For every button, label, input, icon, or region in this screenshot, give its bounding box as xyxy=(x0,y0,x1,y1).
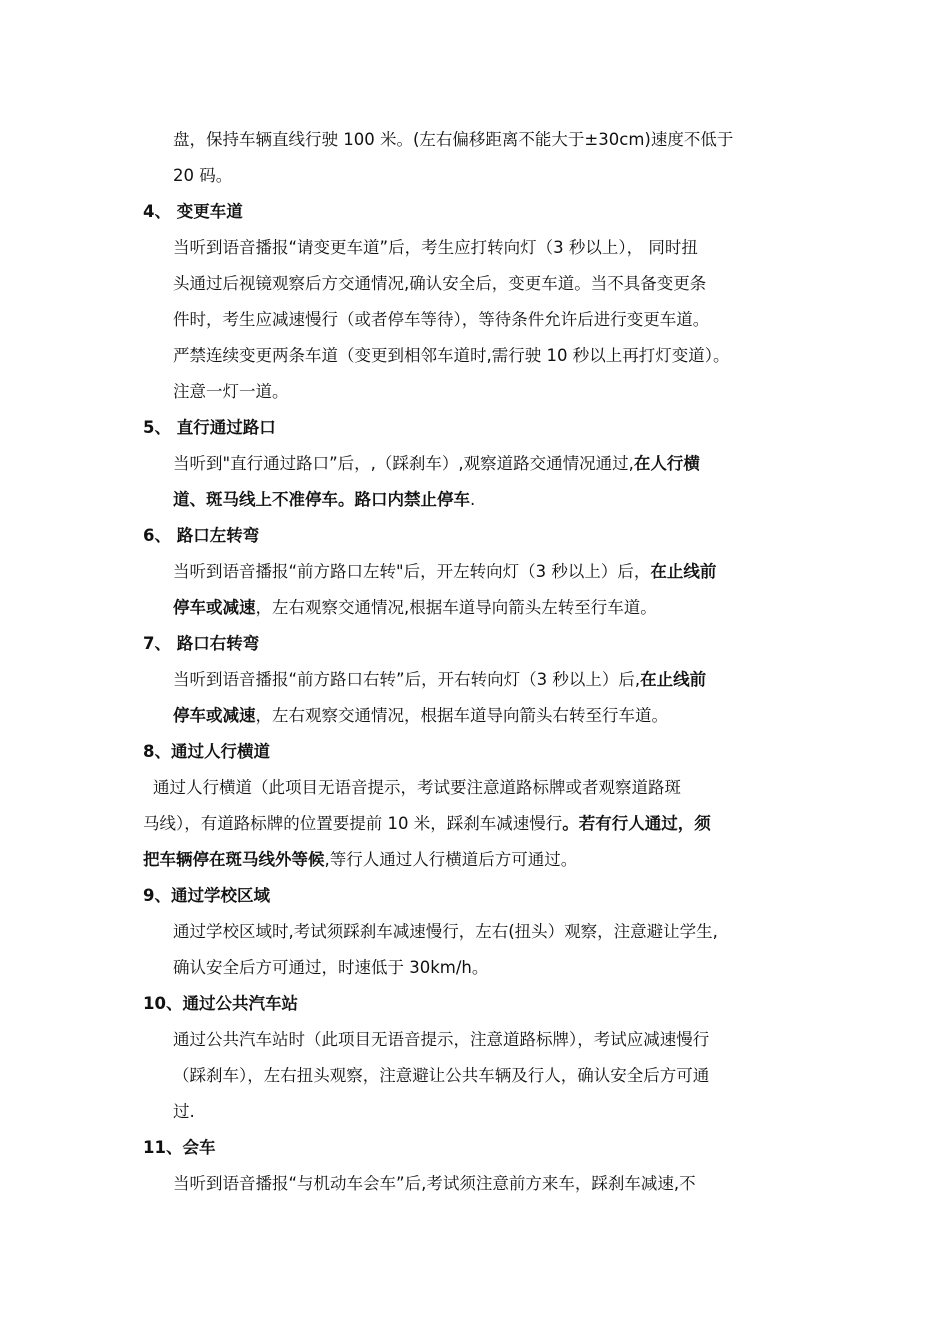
text-run: 当听到语音播报“请变更车道”后，考生应打转向灯（3 秒以上）， 同时扭 xyxy=(173,238,698,257)
paragraph-line xyxy=(0,1022,950,1058)
text-run: 注意一灯一道。 xyxy=(173,382,289,401)
section-heading xyxy=(0,734,950,770)
emphasis-text: 在止线前 xyxy=(640,670,707,689)
section-heading xyxy=(0,878,950,914)
paragraph-line xyxy=(0,1094,950,1130)
section-heading xyxy=(0,1130,950,1166)
text-run: 严禁连续变更两条车道（变更到相邻车道时,需行驶 10 秒以上再打灯变道）。 xyxy=(173,346,730,365)
paragraph-line xyxy=(0,806,950,842)
paragraph-line xyxy=(0,482,950,518)
text-run: 通过公共汽车站时（此项目无语音提示，注意道路标牌），考试应减速慢行 xyxy=(173,1030,710,1049)
emphasis-text: 。若有行人通过，须 xyxy=(562,814,711,833)
text-run: 当听到语音播报“前方路口右转”后，开右转向灯（3 秒以上）后, xyxy=(173,670,641,689)
section-heading xyxy=(0,626,950,662)
text-run: 20 码。 xyxy=(173,166,233,185)
text-run: 当听到"直行通过路口”后，,（踩刹车）,观察道路交通情况通过, xyxy=(173,454,634,473)
paragraph-line xyxy=(0,842,950,878)
text-run: 8、通过人行横道 xyxy=(143,742,270,761)
paragraph-line xyxy=(0,338,950,374)
text-run: 6、 路口左转弯 xyxy=(143,526,260,545)
text-run: 头通过后视镜观察后方交通情况,确认安全后，变更车道。当不具备变更条 xyxy=(173,274,707,293)
paragraph-line xyxy=(0,914,950,950)
text-run: . xyxy=(470,490,476,509)
text-run: 5、 直行通过路口 xyxy=(143,418,276,437)
paragraph-line xyxy=(0,374,950,410)
paragraph-line xyxy=(0,1058,950,1094)
paragraph-line xyxy=(0,662,950,698)
text-run: ，左右观察交通情况,根据车道导向箭头左转至行车道。 xyxy=(255,598,657,617)
emphasis-text: 在人行横 xyxy=(633,454,700,473)
text-run: 11、会车 xyxy=(143,1138,216,1157)
text-run: 9、通过学校区域 xyxy=(143,886,270,905)
document-body xyxy=(0,122,950,1202)
paragraph-line xyxy=(0,950,950,986)
text-run: （踩刹车），左右扭头观察，注意避让公共车辆及行人，确认安全后方可通 xyxy=(173,1066,710,1085)
paragraph-line xyxy=(0,230,950,266)
emphasis-text: 停车或减速 xyxy=(173,706,256,725)
text-run: 当听到语音播报“前方路口左转"后，开左转向灯（3 秒以上）后， xyxy=(173,562,651,581)
text-run: ，左右观察交通情况，根据车道导向箭头右转至行车道。 xyxy=(255,706,668,725)
text-run: 当听到语音播报“与机动车会车”后,考试须注意前方来车，踩刹车减速,不 xyxy=(173,1174,696,1193)
paragraph-line xyxy=(0,446,950,482)
paragraph-line xyxy=(0,266,950,302)
paragraph-line xyxy=(0,698,950,734)
text-run: 盘，保持车辆直线行驶 100 米。(左右偏移距离不能大于±30cm)速度不低于 xyxy=(173,130,734,149)
section-heading xyxy=(0,194,950,230)
emphasis-text: 在止线前 xyxy=(650,562,717,581)
emphasis-text: 把车辆停在斑马线外等候 xyxy=(143,850,325,869)
section-heading xyxy=(0,410,950,446)
text-run: 件时，考生应减速慢行（或者停车等待），等待条件允许后进行变更车道。 xyxy=(173,310,710,329)
text-run: 确认安全后方可通过，时速低于 30km/h。 xyxy=(173,958,489,977)
text-run: ,等行人通过人行横道后方可通过。 xyxy=(324,850,578,869)
text-run: 通过学校区域时,考试须踩刹车减速慢行，左右(扭头）观察，注意避让学生, xyxy=(173,922,718,941)
emphasis-text: 停车或减速 xyxy=(173,598,256,617)
text-run: 马线），有道路标牌的位置要提前 10 米，踩刹车减速慢行 xyxy=(143,814,563,833)
section-heading xyxy=(0,986,950,1022)
paragraph-line xyxy=(0,770,950,806)
paragraph-line xyxy=(0,302,950,338)
paragraph-line xyxy=(0,590,950,626)
text-run: 7、 路口右转弯 xyxy=(143,634,260,653)
emphasis-text: 道、斑马线上不准停车。路口内禁止停车 xyxy=(173,490,470,509)
section-heading xyxy=(0,518,950,554)
text-run: 10、通过公共汽车站 xyxy=(143,994,298,1013)
text-run: 4、 变更车道 xyxy=(143,202,243,221)
paragraph-line xyxy=(0,554,950,590)
text-run: 过. xyxy=(173,1102,195,1121)
paragraph-line xyxy=(0,158,950,194)
paragraph-line xyxy=(0,122,950,158)
text-run: 通过人行横道（此项目无语音提示，考试要注意道路标牌或者观察道路斑 xyxy=(153,778,681,797)
paragraph-line xyxy=(0,1166,950,1202)
